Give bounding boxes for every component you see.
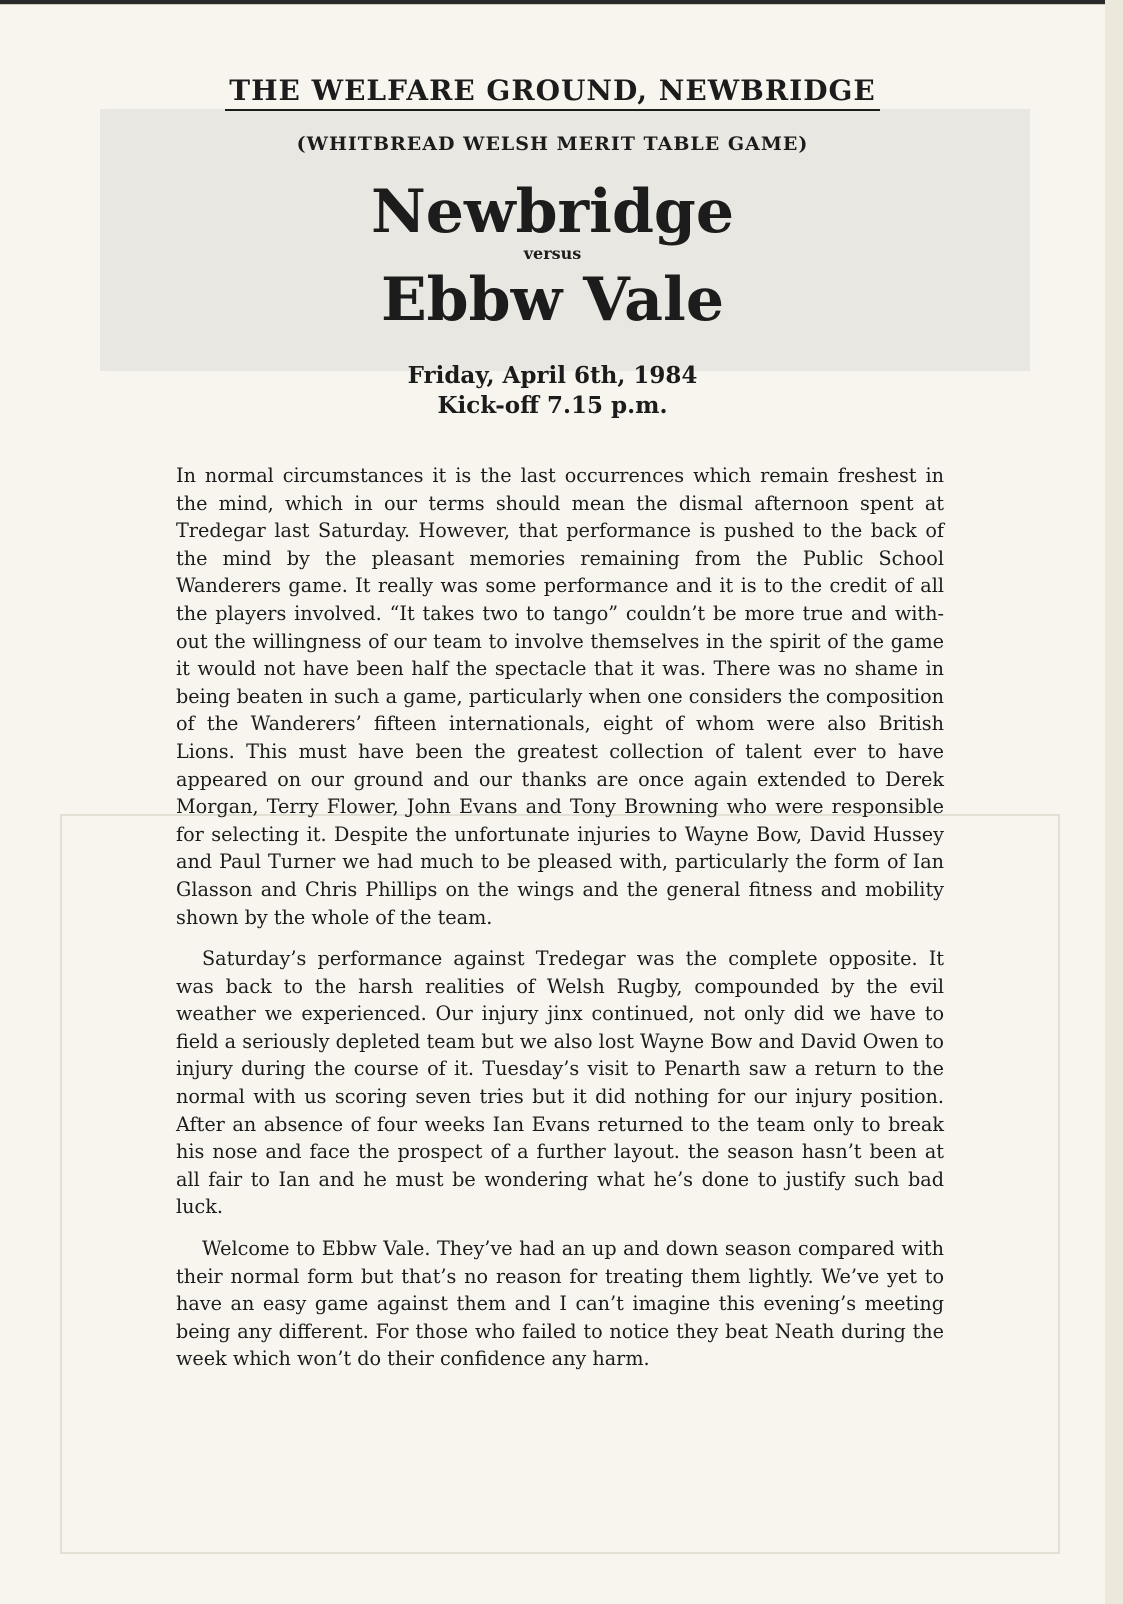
article-paragraph: Saturday’s performance against Tredegar was the complete opposite. It was back to the harsh realities of Welsh Rugby, compounded by the evil weather we experienced. Our injury jinx continued, not only did we have to field a seriously depleted team but we also lost Wayne Bow and David Owen to injury during the course of it. Tuesday’s visit to Penarth saw a return to the normal with us scoring seven tries but it did nothing for our injury position. After an absence of four weeks Ian Evans returned to the team only to break his nose and face the prospect of a further layout. the season hasn’t been at all fair to Ian and he must be wondering what he’s done to justify such bad luck. — [176, 947, 944, 1219]
article-paragraph: Welcome to Ebbw Vale. They’ve had an up and down season compared with their normal form but that’s no reason for treating them lightly. We’ve yet to have an easy game against them and I can’t imagine this evening’s meeting being any different. For those who failed to notice they beat Neath during the week which won’t do their confidence any harm. — [176, 1237, 944, 1371]
article-body — [176, 462, 944, 1387]
match-subtitle: (WHITBREAD WELSH MERIT TABLE GAME) — [296, 133, 809, 155]
top-edge-line — [0, 4, 1105, 5]
home-team: Newbridge — [370, 177, 735, 247]
ground-title: THE WELFARE GROUND, NEWBRIDGE — [225, 74, 880, 111]
kickoff-time: Kick-off 7.15 p.m. — [437, 392, 668, 419]
away-team: Ebbw Vale — [380, 265, 725, 335]
versus-label: versus — [523, 244, 582, 263]
match-date: Friday, April 6th, 1984 — [407, 362, 698, 389]
article-paragraph: In normal circumstances it is the last occurrences which remain freshest in the mind, which in our terms should mean the dismal afternoon spent at Tredegar last Saturday. However, that performance is pushed to the back of the mind by the pleasant memories remaining from the Public School Wanderers game. It really was some performance and it is to the credit of all the players involved. “It takes two to tango” couldn’t be more true and without the willingness of our team to involve themselves in the spirit of the game it would not have been half the spectacle that it was. There was no shame in being beaten in such a game, particularly when one considers the composition of the Wanderers’ fifteen internationals, eight of whom were also British Lions. This must have been the greatest collection of talent ever to have appeared on our ground and our thanks are once again extended to Derek Morgan, Terry Flower, John Evans and Tony Browning who were responsible for selecting it. Despite the unfortunate injuries to Wayne Bow, David Hussey and Paul Turner we had much to be pleased with, particularly the form of Ian Glasson and Chris Phillips on the wings and the general fitness and mobility shown by the whole of the team. — [176, 464, 944, 929]
programme-header — [0, 74, 1105, 421]
